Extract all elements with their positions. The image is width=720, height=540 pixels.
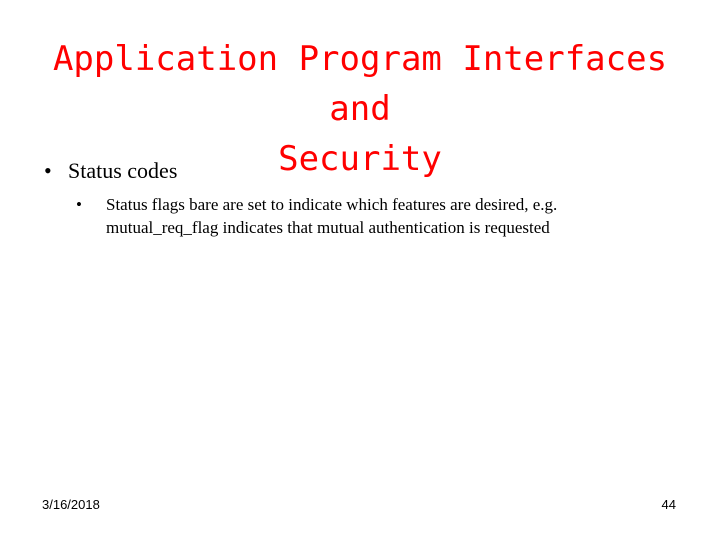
bullet-text: Status codes — [68, 158, 178, 183]
title-line-2: Security — [278, 139, 442, 179]
subbullet-line-1: Status flags bare are set to indicate which features are desired, e.g. — [106, 195, 558, 214]
footer-date: 3/16/2018 — [42, 497, 100, 512]
subbullet-status-flags — [76, 193, 676, 239]
subbullet-line-2: mutual_req_flag indicates that mutual authentication is requested — [106, 218, 550, 237]
subbullet-text — [106, 193, 676, 239]
subbullet-dot-icon: • — [76, 195, 82, 214]
bullet-status-codes — [44, 157, 177, 185]
title-line-1: Application Program Interfaces and — [52, 39, 668, 129]
bullet-dot-icon: • — [44, 158, 52, 183]
footer-page-number: 44 — [661, 497, 676, 512]
